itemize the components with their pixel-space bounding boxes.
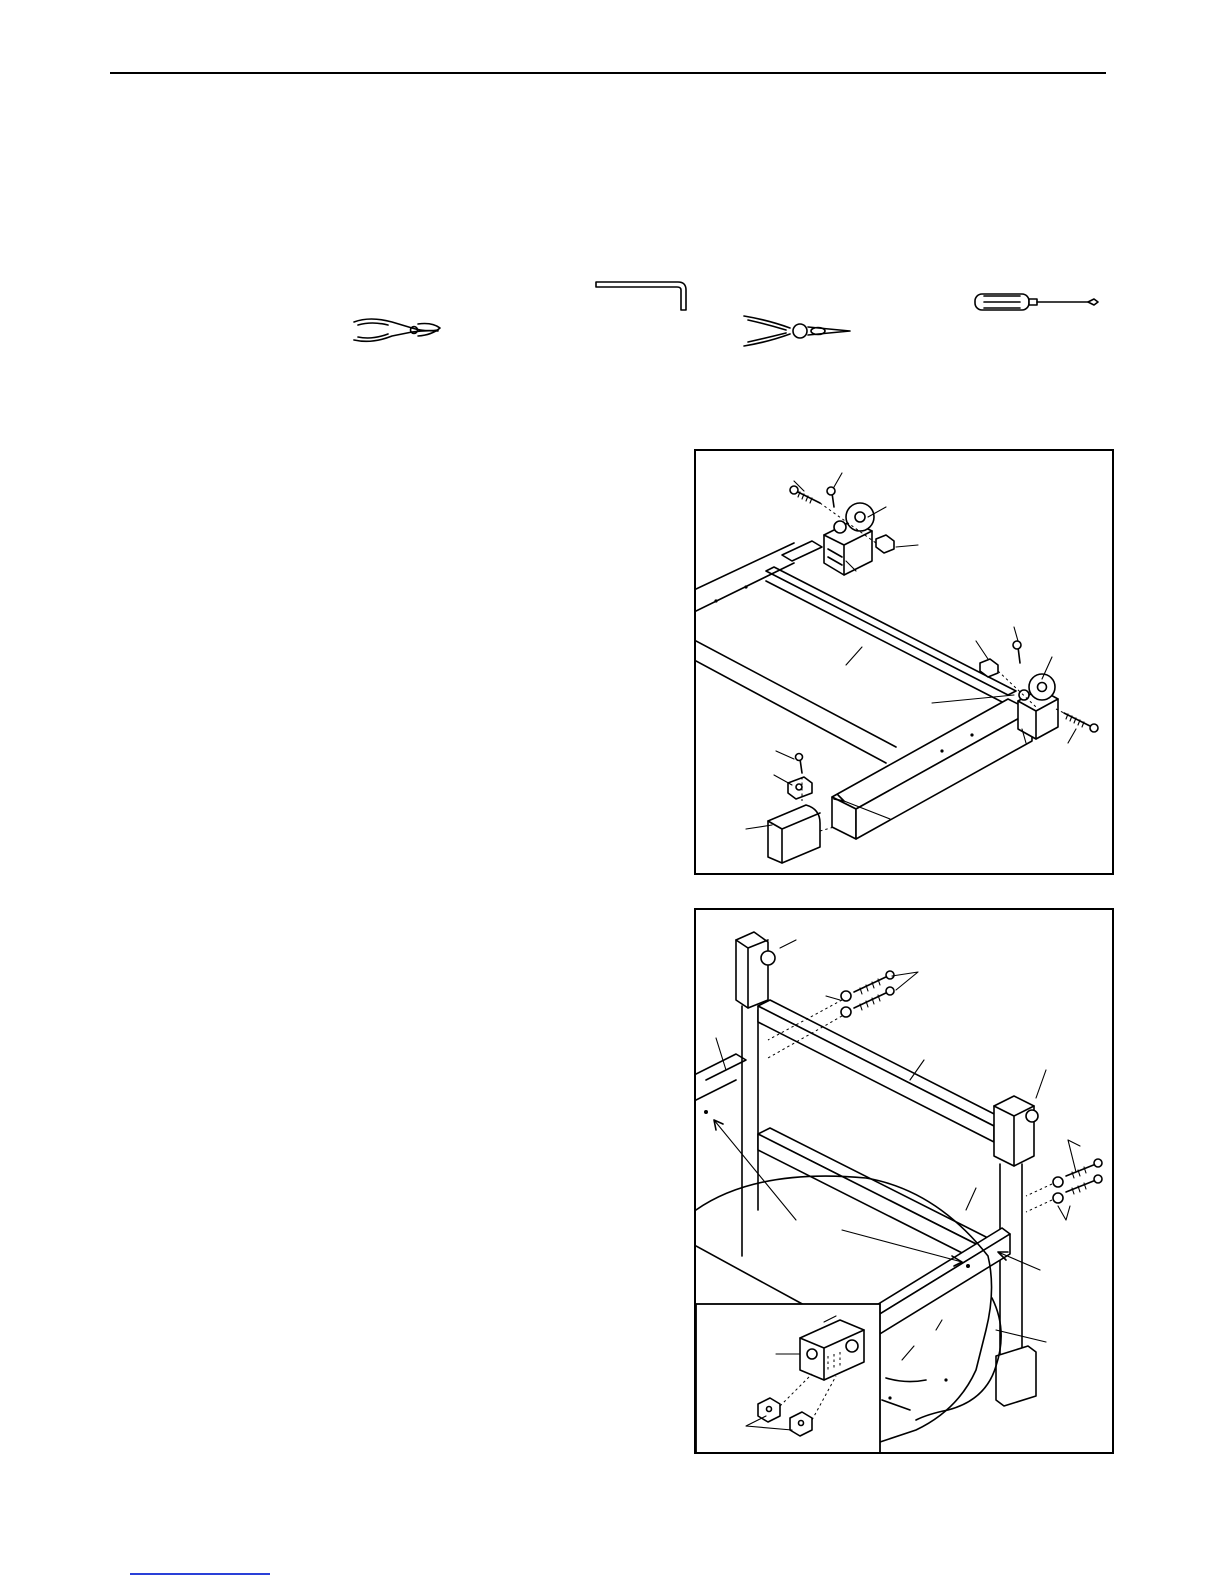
upright-crossbar-assembly-drawing xyxy=(696,910,1114,1454)
figure-frame-assembly xyxy=(694,449,1114,875)
cutting-pliers-icon xyxy=(354,319,440,341)
header-rule xyxy=(110,72,1106,74)
inset-panel xyxy=(696,1304,880,1454)
phillips-screwdriver-icon xyxy=(975,294,1098,310)
needlenose-pliers-icon xyxy=(744,316,850,346)
allen-wrench-icon xyxy=(596,282,686,310)
footer-link-underline[interactable] xyxy=(130,1573,270,1575)
frame-wheel-assembly-drawing xyxy=(696,451,1114,875)
figure-upright-assembly xyxy=(694,908,1114,1454)
tools-row xyxy=(0,270,1225,360)
